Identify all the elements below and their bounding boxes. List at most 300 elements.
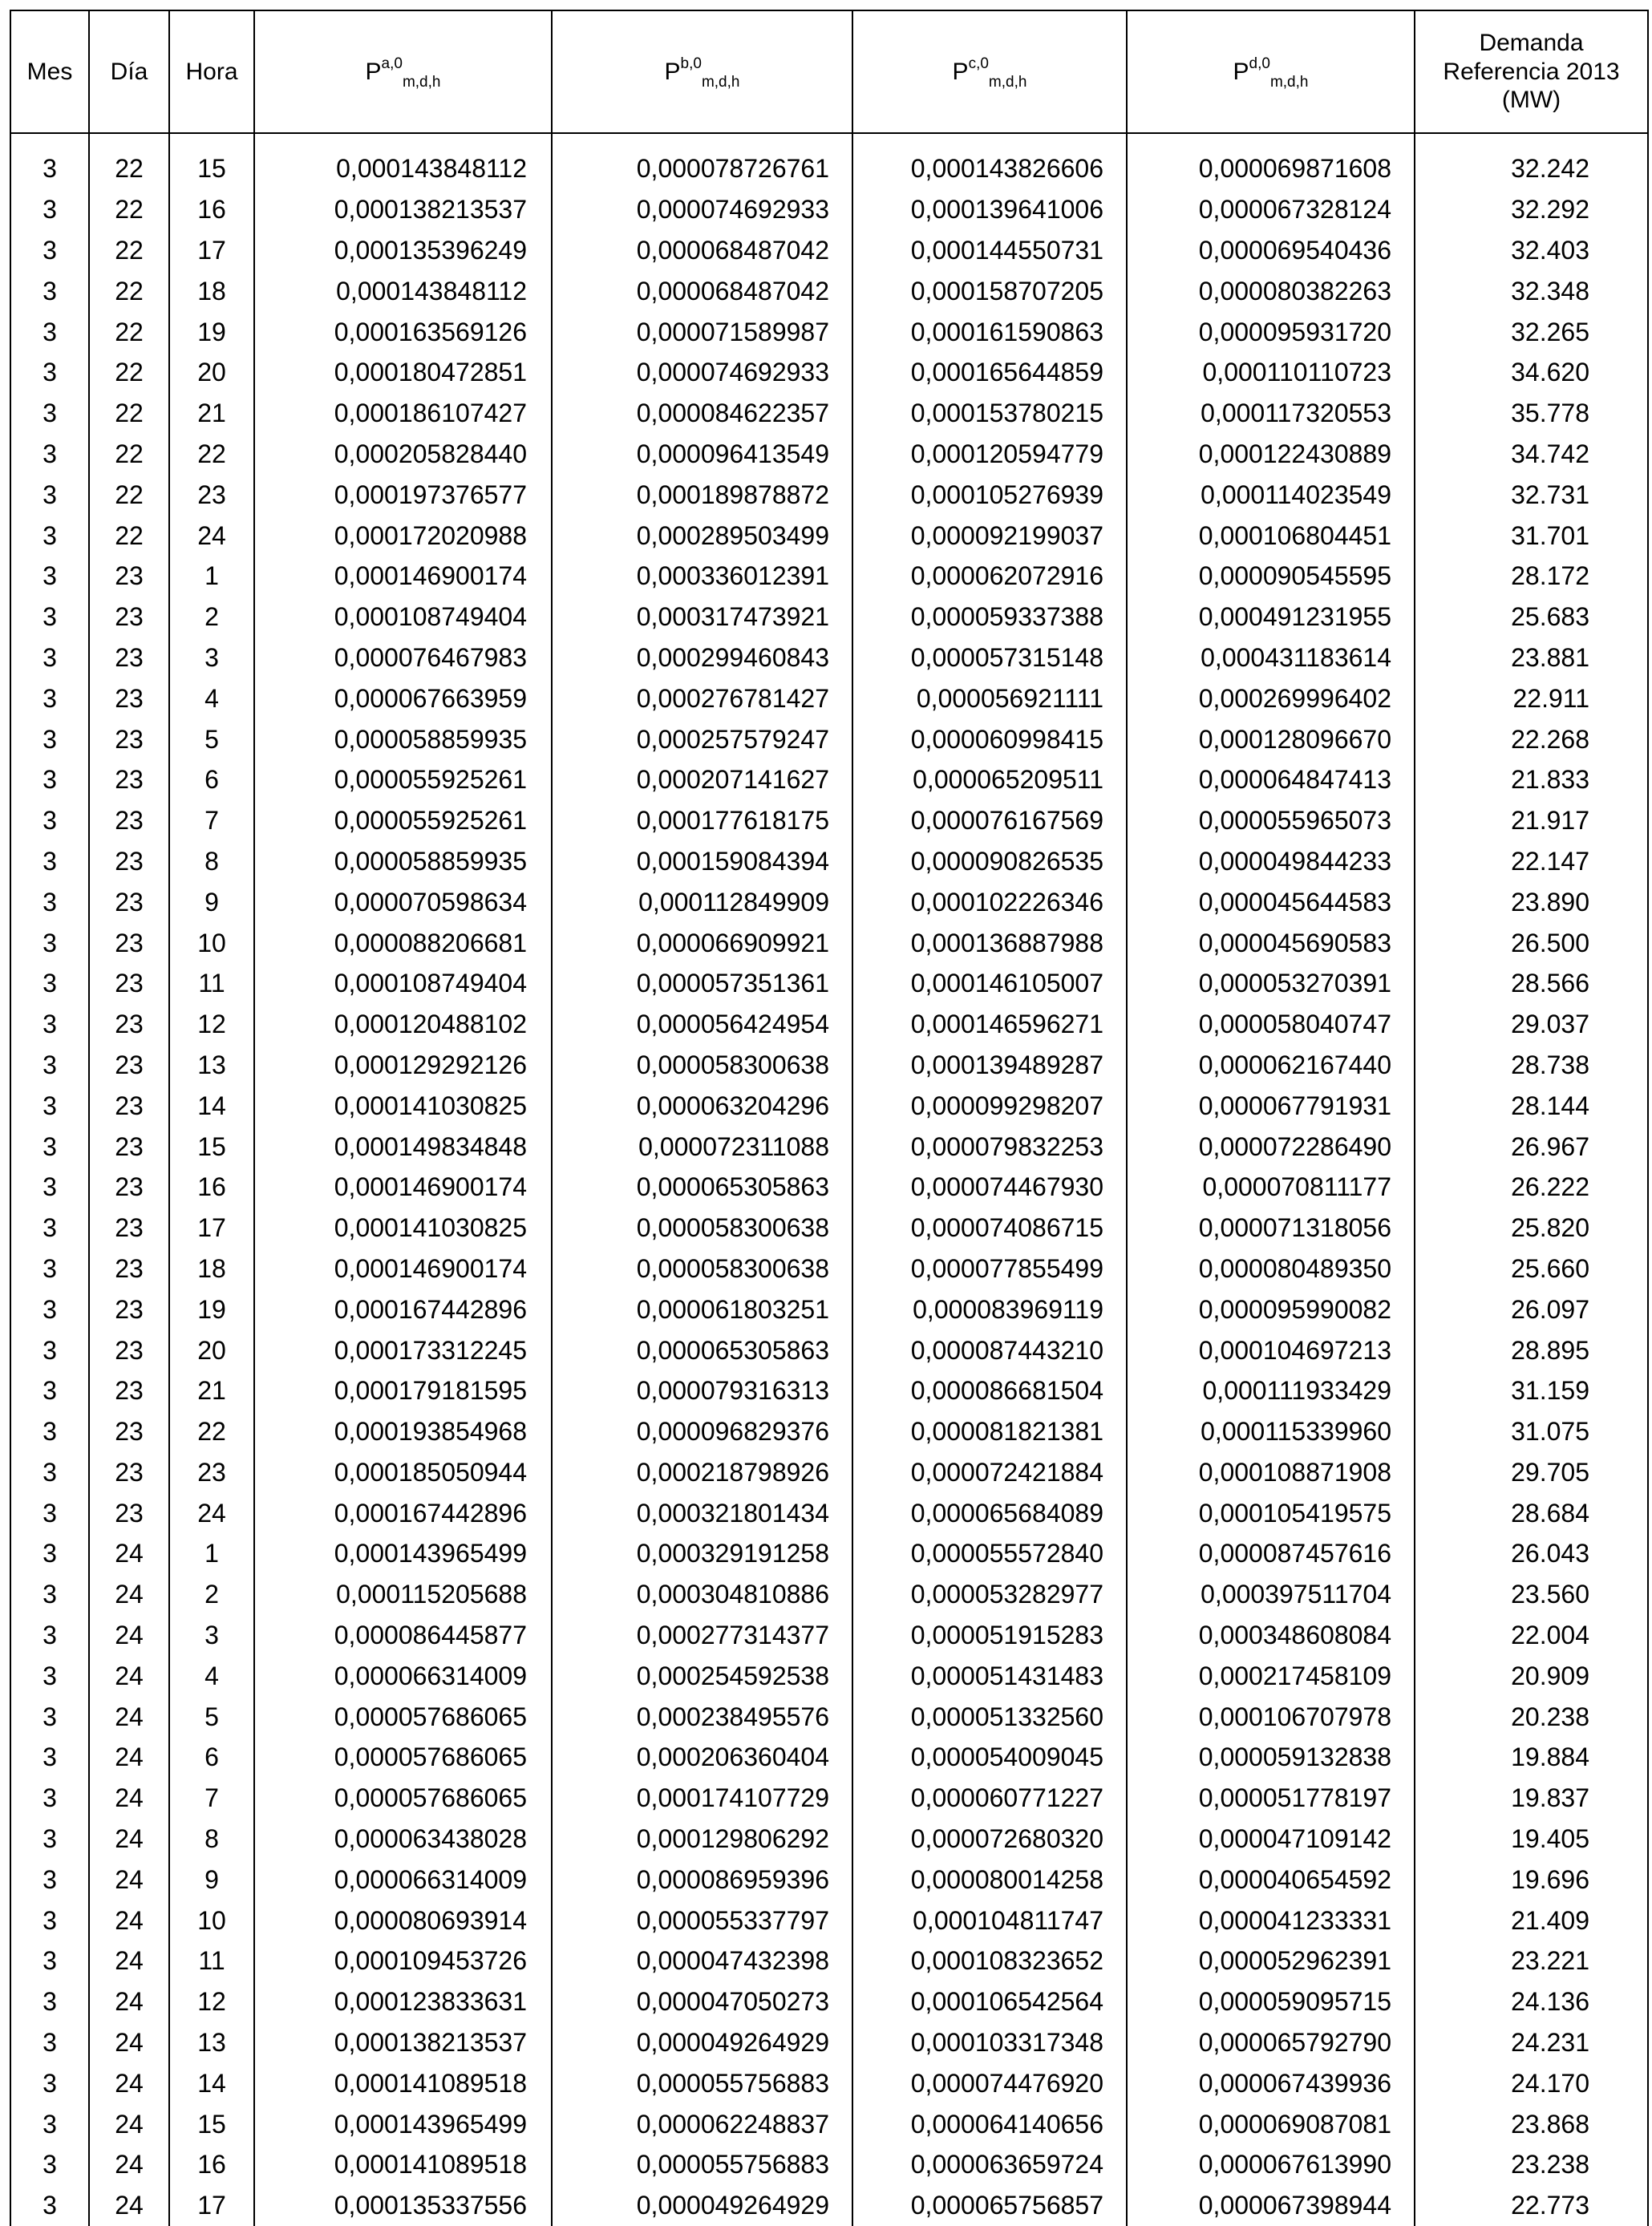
table-row — [10, 230, 1648, 271]
cell-dia: 24 — [89, 1819, 169, 1860]
cell-pc: 0,000051332560 — [852, 1696, 1127, 1737]
cell-hora: 19 — [169, 311, 254, 352]
cell-pd: 0,000067439936 — [1127, 2062, 1415, 2103]
cell-pb: 0,000058300638 — [552, 1249, 852, 1289]
cell-demanda: 32.348 — [1415, 270, 1648, 311]
header-pd — [1127, 10, 1415, 133]
cell-pd: 0,000217458109 — [1127, 1655, 1415, 1696]
cell-mes: 3 — [10, 1778, 89, 1819]
cell-pd: 0,000114023549 — [1127, 474, 1415, 515]
cell-dia: 24 — [89, 1778, 169, 1819]
header-pd-sup: d,0 — [1249, 55, 1270, 72]
cell-pd: 0,000128096670 — [1127, 718, 1415, 759]
table-row — [10, 2103, 1648, 2144]
cell-pb: 0,000174107729 — [552, 1778, 852, 1819]
cell-mes: 3 — [10, 230, 89, 271]
cell-dia: 22 — [89, 474, 169, 515]
cell-pb: 0,000066909921 — [552, 922, 852, 963]
header-pd-base: P — [1233, 58, 1249, 85]
cell-mes: 3 — [10, 1289, 89, 1330]
cell-pb: 0,000336012391 — [552, 556, 852, 597]
table-row — [10, 1167, 1648, 1208]
cell-pa: 0,000149834848 — [254, 1126, 552, 1167]
cell-pd: 0,000052962391 — [1127, 1941, 1415, 1981]
table-row — [10, 1655, 1648, 1696]
cell-pc: 0,000165644859 — [852, 352, 1127, 393]
cell-pc: 0,000059337388 — [852, 597, 1127, 637]
table-row — [10, 637, 1648, 678]
cell-pd: 0,000105419575 — [1127, 1492, 1415, 1533]
table-row — [10, 189, 1648, 230]
cell-pd: 0,000064847413 — [1127, 759, 1415, 800]
cell-mes: 3 — [10, 1249, 89, 1289]
cell-dia: 24 — [89, 1615, 169, 1656]
header-pb-base: P — [664, 58, 681, 85]
table-row — [10, 1330, 1648, 1370]
cell-pd: 0,000111933429 — [1127, 1370, 1415, 1411]
cell-dia: 24 — [89, 2144, 169, 2185]
cell-pa: 0,000057686065 — [254, 1737, 552, 1778]
table-row — [10, 1452, 1648, 1493]
cell-pa: 0,000066314009 — [254, 1655, 552, 1696]
cell-pd: 0,000065792790 — [1127, 2022, 1415, 2063]
cell-demanda: 26.500 — [1415, 922, 1648, 963]
cell-pb: 0,000129806292 — [552, 1819, 852, 1860]
table-row — [10, 718, 1648, 759]
header-pa-sup: a,0 — [381, 55, 403, 72]
cell-dia: 24 — [89, 1859, 169, 1900]
cell-hora: 6 — [169, 759, 254, 800]
table-row — [10, 2185, 1648, 2226]
cell-pb: 0,000057351361 — [552, 963, 852, 1004]
cell-pb: 0,000065305863 — [552, 1167, 852, 1208]
cell-demanda: 21.409 — [1415, 1900, 1648, 1941]
cell-pc: 0,000092199037 — [852, 515, 1127, 556]
cell-pd: 0,000080489350 — [1127, 1249, 1415, 1289]
cell-pc: 0,000079832253 — [852, 1126, 1127, 1167]
table-row — [10, 841, 1648, 882]
cell-dia: 24 — [89, 1655, 169, 1696]
cell-pa: 0,000138213537 — [254, 189, 552, 230]
cell-pb: 0,000058300638 — [552, 1208, 852, 1249]
table-row — [10, 1819, 1648, 1860]
cell-pc: 0,000081821381 — [852, 1411, 1127, 1452]
cell-pa: 0,000066314009 — [254, 1859, 552, 1900]
cell-mes: 3 — [10, 515, 89, 556]
cell-pb: 0,000055756883 — [552, 2144, 852, 2185]
cell-pc: 0,000072421884 — [852, 1452, 1127, 1493]
cell-pb: 0,000055337797 — [552, 1900, 852, 1941]
cell-pc: 0,000074476920 — [852, 2062, 1127, 2103]
cell-pc: 0,000065684089 — [852, 1492, 1127, 1533]
cell-mes: 3 — [10, 1574, 89, 1615]
cell-pd: 0,000069871608 — [1127, 148, 1415, 189]
cell-mes: 3 — [10, 434, 89, 475]
table-row — [10, 1533, 1648, 1574]
cell-hora: 22 — [169, 1411, 254, 1452]
table-header — [10, 10, 1648, 133]
cell-hora: 9 — [169, 1859, 254, 1900]
cell-pb: 0,000207141627 — [552, 759, 852, 800]
table-row — [10, 2144, 1648, 2185]
cell-pc: 0,000064140656 — [852, 2103, 1127, 2144]
table-row — [10, 1981, 1648, 2022]
cell-pa: 0,000109453726 — [254, 1941, 552, 1981]
cell-hora: 16 — [169, 1167, 254, 1208]
table-row — [10, 881, 1648, 922]
cell-mes: 3 — [10, 1004, 89, 1045]
cell-hora: 19 — [169, 1289, 254, 1330]
table-row — [10, 270, 1648, 311]
cell-mes: 3 — [10, 1085, 89, 1126]
cell-pb: 0,000218798926 — [552, 1452, 852, 1493]
cell-pb: 0,000189878872 — [552, 474, 852, 515]
cell-demanda: 31.159 — [1415, 1370, 1648, 1411]
cell-mes: 3 — [10, 1492, 89, 1533]
cell-pc: 0,000080014258 — [852, 1859, 1127, 1900]
cell-pb: 0,000058300638 — [552, 1045, 852, 1086]
cell-mes: 3 — [10, 2022, 89, 2063]
table-row — [10, 1249, 1648, 1289]
header-demanda-line-2: Referencia 2013 — [1443, 58, 1620, 85]
table-row — [10, 311, 1648, 352]
cell-mes: 3 — [10, 1411, 89, 1452]
cell-demanda: 34.620 — [1415, 352, 1648, 393]
cell-pd: 0,000049844233 — [1127, 841, 1415, 882]
table-row — [10, 1900, 1648, 1941]
cell-pb: 0,000056424954 — [552, 1004, 852, 1045]
cell-pc: 0,000144550731 — [852, 230, 1127, 271]
cell-hora: 6 — [169, 1737, 254, 1778]
cell-pd: 0,000095990082 — [1127, 1289, 1415, 1330]
table-row — [10, 1126, 1648, 1167]
cell-demanda: 23.238 — [1415, 2144, 1648, 2185]
cell-pc: 0,000136887988 — [852, 922, 1127, 963]
cell-pb: 0,000072311088 — [552, 1126, 852, 1167]
cell-demanda: 32.292 — [1415, 189, 1648, 230]
cell-pc: 0,000161590863 — [852, 311, 1127, 352]
cell-hora: 9 — [169, 881, 254, 922]
table-row — [10, 922, 1648, 963]
cell-pc: 0,000146105007 — [852, 963, 1127, 1004]
table-row — [10, 2022, 1648, 2063]
cell-pa: 0,000055925261 — [254, 759, 552, 800]
cell-pb: 0,000299460843 — [552, 637, 852, 678]
cell-pa: 0,000167442896 — [254, 1492, 552, 1533]
cell-pd: 0,000106804451 — [1127, 515, 1415, 556]
cell-pb: 0,000062248837 — [552, 2103, 852, 2144]
cell-dia: 23 — [89, 1411, 169, 1452]
cell-mes: 3 — [10, 311, 89, 352]
cell-pc: 0,000146596271 — [852, 1004, 1127, 1045]
cell-dia: 23 — [89, 1330, 169, 1370]
cell-pd: 0,000040654592 — [1127, 1859, 1415, 1900]
cell-hora: 15 — [169, 2103, 254, 2144]
cell-pa: 0,000057686065 — [254, 1778, 552, 1819]
cell-dia: 23 — [89, 1167, 169, 1208]
cell-demanda: 23.881 — [1415, 637, 1648, 678]
cell-pd: 0,000045644583 — [1127, 881, 1415, 922]
cell-dia: 24 — [89, 2185, 169, 2226]
cell-pd: 0,000062167440 — [1127, 1045, 1415, 1086]
table-row — [10, 1411, 1648, 1452]
cell-mes: 3 — [10, 474, 89, 515]
cell-mes: 3 — [10, 1615, 89, 1656]
cell-demanda: 31.075 — [1415, 1411, 1648, 1452]
cell-pd: 0,000269996402 — [1127, 678, 1415, 718]
cell-demanda: 26.967 — [1415, 1126, 1648, 1167]
cell-pd: 0,000067398944 — [1127, 2185, 1415, 2226]
table-row — [10, 2062, 1648, 2103]
cell-pc: 0,000051431483 — [852, 1655, 1127, 1696]
cell-demanda: 22.147 — [1415, 841, 1648, 882]
cell-demanda: 26.043 — [1415, 1533, 1648, 1574]
cell-demanda: 26.222 — [1415, 1167, 1648, 1208]
cell-dia: 22 — [89, 270, 169, 311]
cell-pd: 0,000058040747 — [1127, 1004, 1415, 1045]
header-pd-sub: m,d,h — [1269, 73, 1309, 91]
cell-pc: 0,000063659724 — [852, 2144, 1127, 2185]
header-pc-base: P — [952, 58, 969, 85]
cell-pc: 0,000060771227 — [852, 1778, 1127, 1819]
cell-hora: 17 — [169, 2185, 254, 2226]
cell-dia: 23 — [89, 637, 169, 678]
table-row — [10, 1004, 1648, 1045]
cell-pa: 0,000180472851 — [254, 352, 552, 393]
cell-pa: 0,000067663959 — [254, 678, 552, 718]
cell-dia: 24 — [89, 2062, 169, 2103]
cell-dia: 24 — [89, 1696, 169, 1737]
cell-pd: 0,000110110723 — [1127, 352, 1415, 393]
header-pb-sub: m,d,h — [701, 73, 740, 91]
cell-hora: 23 — [169, 1452, 254, 1493]
cell-pa: 0,000179181595 — [254, 1370, 552, 1411]
cell-pc: 0,000054009045 — [852, 1737, 1127, 1778]
cell-dia: 24 — [89, 1900, 169, 1941]
cell-dia: 24 — [89, 1533, 169, 1574]
table-row — [10, 1045, 1648, 1086]
cell-hora: 15 — [169, 148, 254, 189]
cell-mes: 3 — [10, 1208, 89, 1249]
cell-hora: 3 — [169, 637, 254, 678]
cell-pb: 0,000047050273 — [552, 1981, 852, 2022]
cell-demanda: 28.566 — [1415, 963, 1648, 1004]
cell-pa: 0,000205828440 — [254, 434, 552, 475]
cell-pb: 0,000078726761 — [552, 148, 852, 189]
cell-dia: 24 — [89, 1574, 169, 1615]
cell-mes: 3 — [10, 2185, 89, 2226]
cell-pd: 0,000067791931 — [1127, 1085, 1415, 1126]
cell-hora: 22 — [169, 434, 254, 475]
cell-pa: 0,000167442896 — [254, 1289, 552, 1330]
cell-mes: 3 — [10, 1819, 89, 1860]
cell-pa: 0,000135396249 — [254, 230, 552, 271]
cell-pb: 0,000276781427 — [552, 678, 852, 718]
cell-pd: 0,000051778197 — [1127, 1778, 1415, 1819]
table-row — [10, 759, 1648, 800]
cell-dia: 23 — [89, 1085, 169, 1126]
cell-demanda: 23.221 — [1415, 1941, 1648, 1981]
cell-pa: 0,000086445877 — [254, 1615, 552, 1656]
cell-hora: 21 — [169, 393, 254, 434]
header-demanda-line-3: (MW) — [1501, 87, 1561, 114]
table-row — [10, 148, 1648, 189]
cell-dia: 22 — [89, 230, 169, 271]
header-row — [10, 10, 1648, 133]
cell-dia: 23 — [89, 1492, 169, 1533]
cell-dia: 23 — [89, 1045, 169, 1086]
cell-mes: 3 — [10, 1330, 89, 1370]
cell-pa: 0,000088206681 — [254, 922, 552, 963]
table-row — [10, 1492, 1648, 1533]
cell-pb: 0,000257579247 — [552, 718, 852, 759]
cell-dia: 22 — [89, 189, 169, 230]
cell-hora: 11 — [169, 963, 254, 1004]
cell-pb: 0,000277314377 — [552, 1615, 852, 1656]
cell-pb: 0,000079316313 — [552, 1370, 852, 1411]
cell-mes: 3 — [10, 678, 89, 718]
cell-hora: 14 — [169, 2062, 254, 2103]
cell-pd: 0,000072286490 — [1127, 1126, 1415, 1167]
cell-pd: 0,000397511704 — [1127, 1574, 1415, 1615]
cell-pc: 0,000086681504 — [852, 1370, 1127, 1411]
cell-pa: 0,000135337556 — [254, 2185, 552, 2226]
cell-pb: 0,000254592538 — [552, 1655, 852, 1696]
cell-pa: 0,000120488102 — [254, 1004, 552, 1045]
cell-pb: 0,000206360404 — [552, 1737, 852, 1778]
cell-pa: 0,000173312245 — [254, 1330, 552, 1370]
cell-hora: 1 — [169, 1533, 254, 1574]
cell-demanda: 23.868 — [1415, 2103, 1648, 2144]
cell-mes: 3 — [10, 1696, 89, 1737]
cell-mes: 3 — [10, 1452, 89, 1493]
cell-pc: 0,000056921111 — [852, 678, 1127, 718]
table-row — [10, 1778, 1648, 1819]
cell-pc: 0,000105276939 — [852, 474, 1127, 515]
cell-pc: 0,000057315148 — [852, 637, 1127, 678]
table-row — [10, 1574, 1648, 1615]
cell-pd: 0,000122430889 — [1127, 434, 1415, 475]
cell-hora: 16 — [169, 2144, 254, 2185]
cell-demanda: 24.170 — [1415, 2062, 1648, 2103]
cell-pa: 0,000146900174 — [254, 1167, 552, 1208]
cell-dia: 23 — [89, 963, 169, 1004]
cell-pa: 0,000058859935 — [254, 841, 552, 882]
cell-dia: 23 — [89, 922, 169, 963]
cell-pc: 0,000074086715 — [852, 1208, 1127, 1249]
cell-demanda: 24.136 — [1415, 1981, 1648, 2022]
cell-pd: 0,000348608084 — [1127, 1615, 1415, 1656]
cell-pd: 0,000108871908 — [1127, 1452, 1415, 1493]
table-row — [10, 963, 1648, 1004]
cell-dia: 22 — [89, 515, 169, 556]
cell-pa: 0,000058859935 — [254, 718, 552, 759]
cell-hora: 18 — [169, 270, 254, 311]
cell-mes: 3 — [10, 1126, 89, 1167]
cell-pd: 0,000104697213 — [1127, 1330, 1415, 1370]
cell-pa: 0,000057686065 — [254, 1696, 552, 1737]
cell-pa: 0,000143965499 — [254, 1533, 552, 1574]
cell-dia: 23 — [89, 556, 169, 597]
cell-demanda: 25.683 — [1415, 597, 1648, 637]
cell-demanda: 20.909 — [1415, 1655, 1648, 1696]
table-row — [10, 1941, 1648, 1981]
cell-demanda: 23.890 — [1415, 881, 1648, 922]
cell-mes: 3 — [10, 963, 89, 1004]
cell-demanda: 34.742 — [1415, 434, 1648, 475]
cell-pb: 0,000047432398 — [552, 1941, 852, 1981]
cell-pa: 0,000185050944 — [254, 1452, 552, 1493]
cell-pb: 0,000061803251 — [552, 1289, 852, 1330]
cell-dia: 24 — [89, 1941, 169, 1981]
cell-pd: 0,000431183614 — [1127, 637, 1415, 678]
cell-demanda: 22.268 — [1415, 718, 1648, 759]
cell-mes: 3 — [10, 1900, 89, 1941]
cell-pc: 0,000139489287 — [852, 1045, 1127, 1086]
cell-hora: 8 — [169, 1819, 254, 1860]
cell-pb: 0,000159084394 — [552, 841, 852, 882]
cell-pc: 0,000108323652 — [852, 1941, 1127, 1981]
cell-pd: 0,000087457616 — [1127, 1533, 1415, 1574]
cell-pd: 0,000080382263 — [1127, 270, 1415, 311]
cell-dia: 23 — [89, 1289, 169, 1330]
cell-pb: 0,000096413549 — [552, 434, 852, 475]
cell-pa: 0,000123833631 — [254, 1981, 552, 2022]
cell-hora: 12 — [169, 1981, 254, 2022]
table-row — [10, 393, 1648, 434]
cell-demanda: 22.004 — [1415, 1615, 1648, 1656]
cell-pc: 0,000120594779 — [852, 434, 1127, 475]
cell-mes: 3 — [10, 556, 89, 597]
table-body — [10, 133, 1648, 2226]
cell-hora: 7 — [169, 800, 254, 841]
cell-demanda: 19.884 — [1415, 1737, 1648, 1778]
cell-pa: 0,000076467983 — [254, 637, 552, 678]
cell-demanda: 19.696 — [1415, 1859, 1648, 1900]
cell-dia: 22 — [89, 148, 169, 189]
cell-dia: 23 — [89, 1004, 169, 1045]
cell-demanda: 28.144 — [1415, 1085, 1648, 1126]
cell-pd: 0,000095931720 — [1127, 311, 1415, 352]
cell-pb: 0,000068487042 — [552, 230, 852, 271]
cell-hora: 8 — [169, 841, 254, 882]
cell-demanda: 29.037 — [1415, 1004, 1648, 1045]
cell-dia: 24 — [89, 1737, 169, 1778]
demand-profile-table — [10, 10, 1649, 2226]
cell-demanda: 22.911 — [1415, 678, 1648, 718]
header-pc-sub: m,d,h — [988, 73, 1027, 91]
cell-hora: 10 — [169, 922, 254, 963]
header-pa-base: P — [365, 58, 382, 85]
cell-hora: 12 — [169, 1004, 254, 1045]
cell-pb: 0,000289503499 — [552, 515, 852, 556]
cell-demanda: 32.403 — [1415, 230, 1648, 271]
table-row — [10, 678, 1648, 718]
cell-pc: 0,000076167569 — [852, 800, 1127, 841]
cell-pd: 0,000041233331 — [1127, 1900, 1415, 1941]
cell-pb: 0,000177618175 — [552, 800, 852, 841]
header-demanda — [1415, 10, 1648, 133]
cell-dia: 24 — [89, 2022, 169, 2063]
cell-mes: 3 — [10, 352, 89, 393]
cell-pa: 0,000141089518 — [254, 2144, 552, 2185]
cell-pb: 0,000238495576 — [552, 1696, 852, 1737]
cell-pc: 0,000158707205 — [852, 270, 1127, 311]
cell-mes: 3 — [10, 881, 89, 922]
cell-mes: 3 — [10, 2062, 89, 2103]
cell-mes: 3 — [10, 2144, 89, 2185]
cell-pc: 0,000090826535 — [852, 841, 1127, 882]
